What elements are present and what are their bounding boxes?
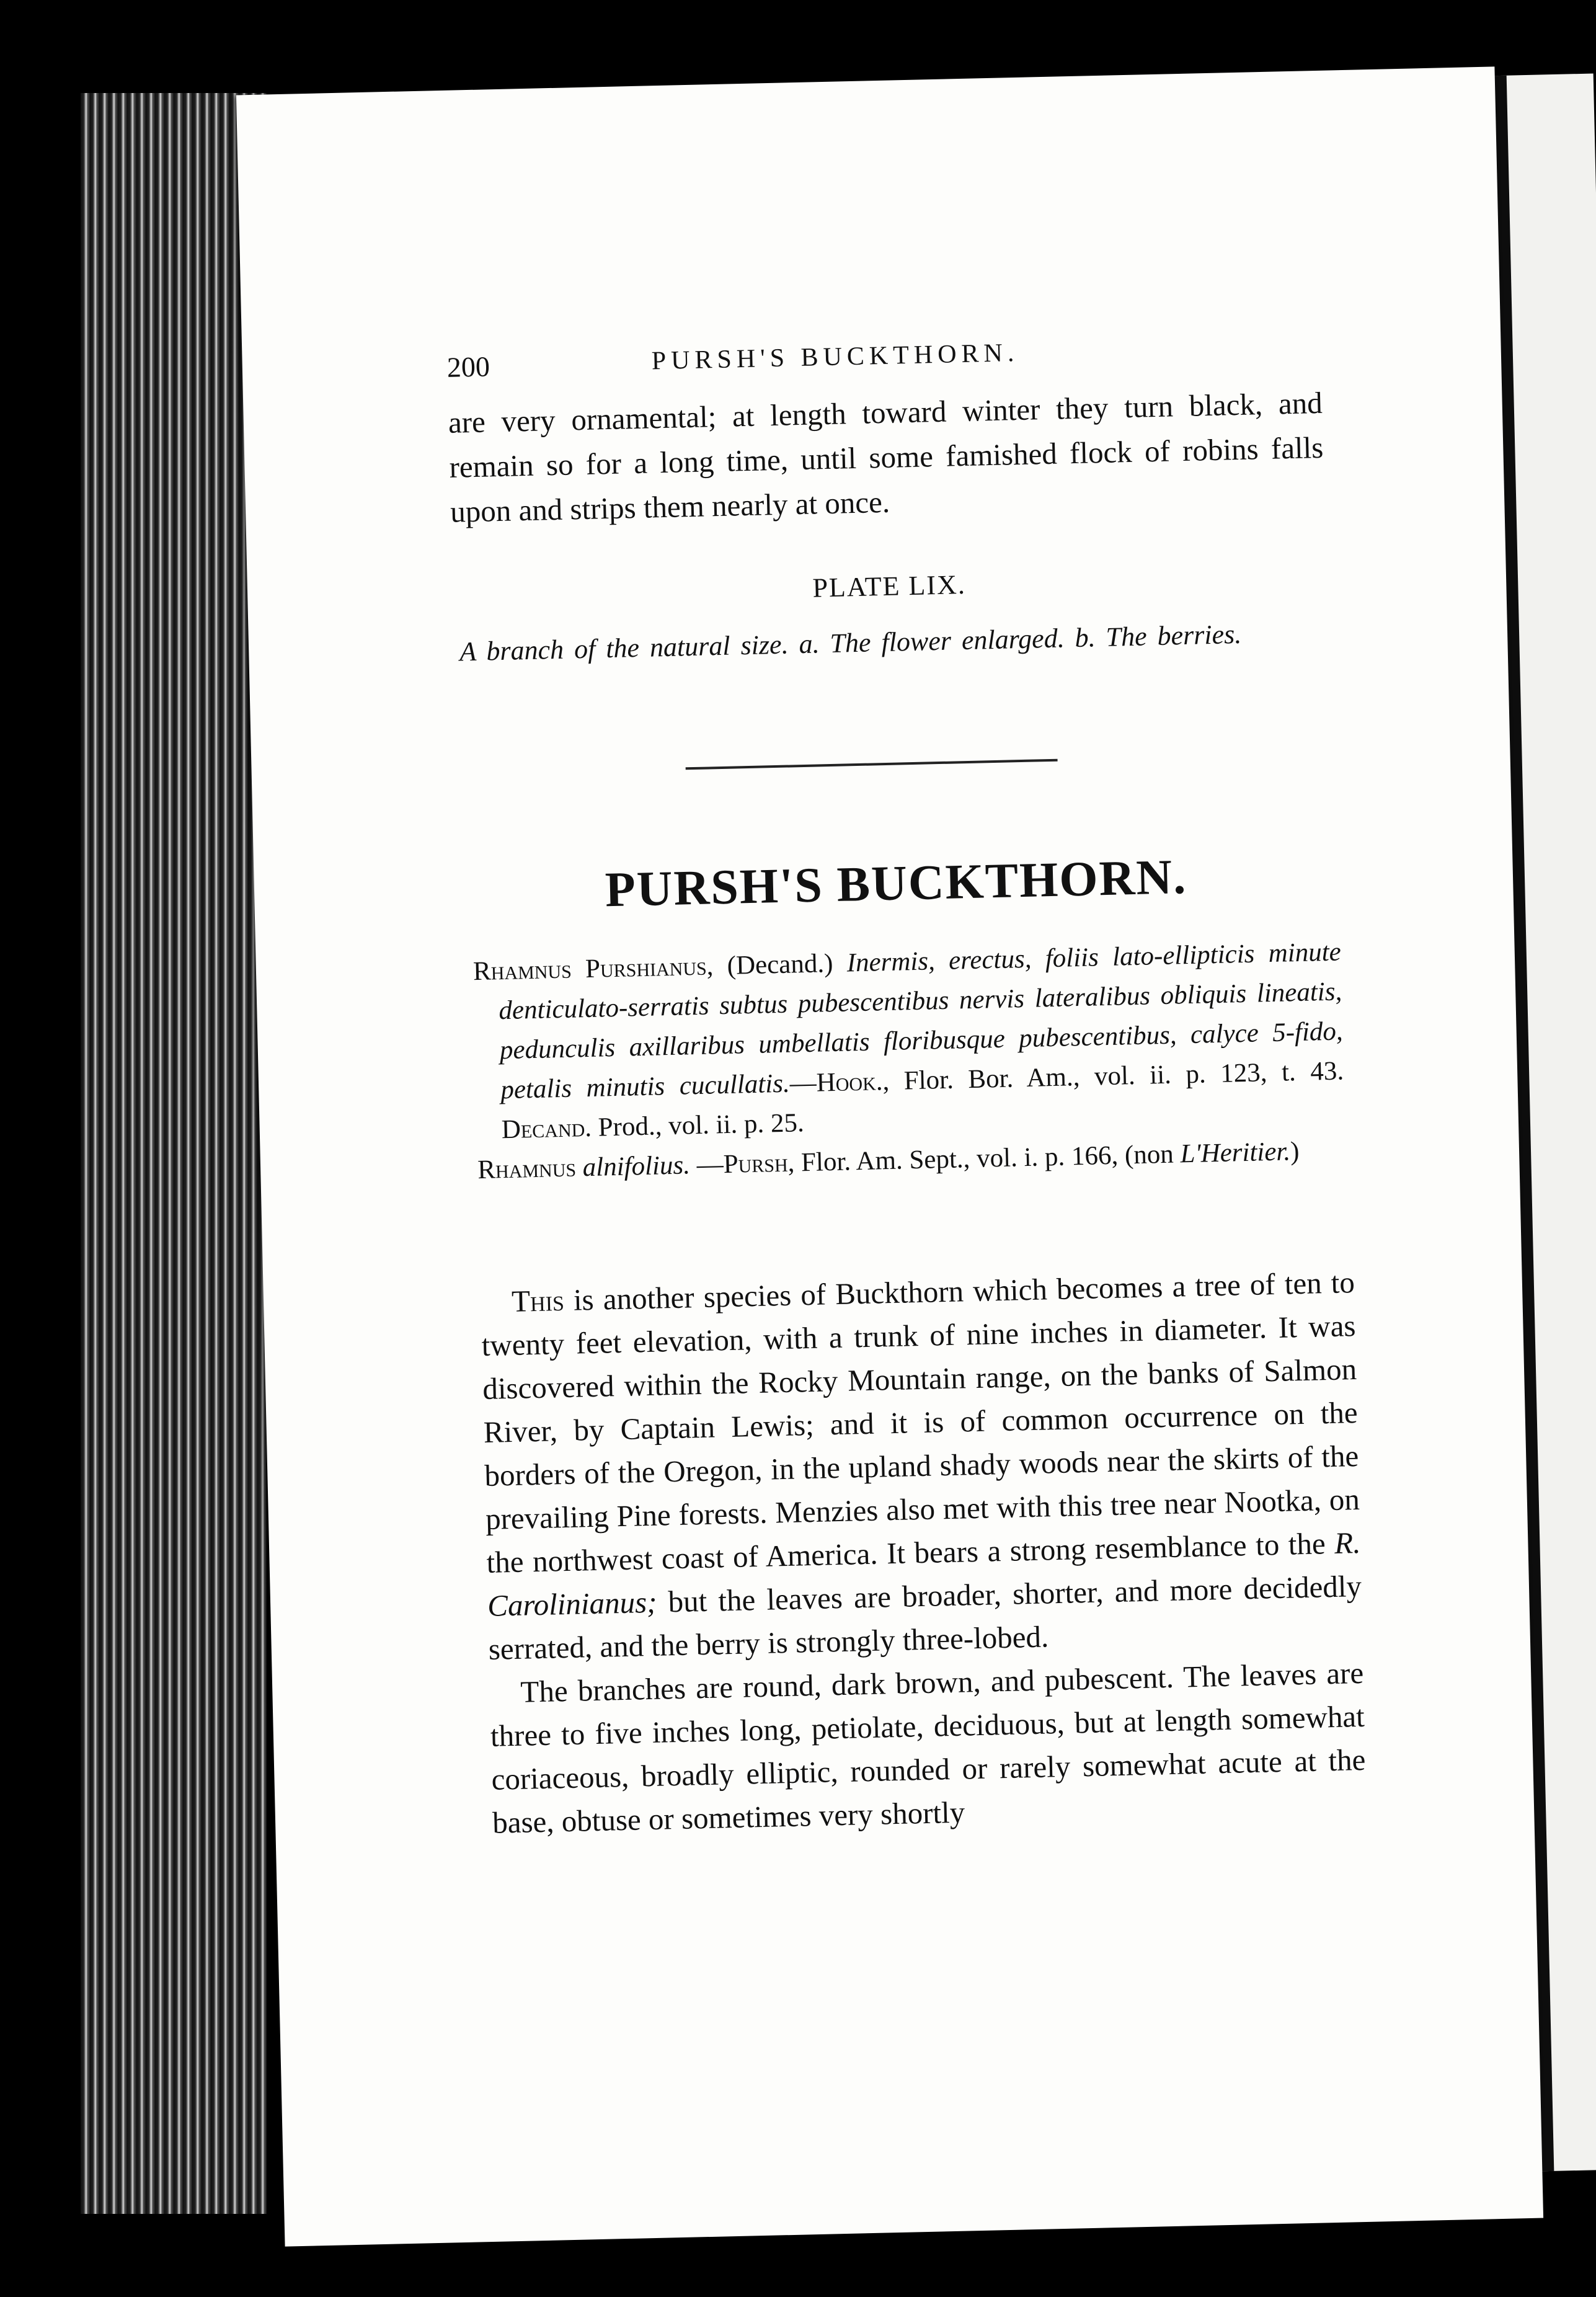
page-header: [446, 330, 1365, 388]
paragraph-italic-name: R. Carolinianus;: [487, 1525, 1361, 1623]
section-title: PURSH'S BUCKTHORN.: [604, 850, 1188, 918]
reference-author: Decand.: [501, 1113, 592, 1145]
species-name: Rhamnus: [477, 1153, 577, 1185]
paragraph-text: is another species of Buckthorn which becomes a tree of ten to twenty feet elevation, with a trunk of nine inches in diameter. It was discovered within the Rocky Mountain range, on the banks of Salmon River, by Captain Lewis; and it is of common occurrence on the borders of the Oregon, in the upland shady woods near the skirts of the prevailing Pine forests. Menzies also met with this tree near Nootka, on the northwest coast of America. It bears a strong resemblance to the: [481, 1265, 1360, 1579]
reference-close: ): [1290, 1137, 1300, 1166]
species-name: Rhamnus Purshianus,: [472, 951, 714, 987]
reference-citation: Flor. Bor. Am., vol. ii. p. 123, t. 43.: [889, 1056, 1344, 1096]
plate-caption: A branch of the natural size. a. The flower enlarged. b. The berries.: [459, 618, 1242, 667]
reference-citation: Prod., vol. ii. p. 25.: [591, 1108, 805, 1142]
body-paragraph: The branches are round, dark brown, and pubescent. The leaves are three to five inches long, petiolate, deciduous, but at length somewhat coriaceous, broadly elliptic, rounded or rarely somewhat acute at the base, obtuse or sometimes very shortly: [490, 1655, 1366, 1840]
species-authority: (Decand.): [712, 948, 848, 981]
reference-author: —Hook.,: [789, 1066, 890, 1098]
page-number: 200: [446, 350, 490, 383]
book-page-edges: [81, 93, 267, 2214]
reference-author-italic: L'Heritier.: [1179, 1137, 1291, 1169]
species-epithet: alnifolius.: [575, 1150, 691, 1183]
running-head: PURSH'S BUCKTHORN.: [651, 338, 1019, 376]
body-paragraph: [480, 1261, 1363, 1671]
plate-title: PLATE LIX.: [812, 569, 967, 603]
continuation-paragraph: are very ornamental; at length toward winter they turn black, and remain so for a long time, until some famished flock of robins falls upon and strips them nearly at once.: [448, 385, 1324, 529]
paragraph-text: but the leaves are broader, shorter, and more decidedly serrated, and the berry is strongly three-lobed.: [488, 1568, 1362, 1666]
reference-author: —Pursh,: [689, 1148, 795, 1180]
latin-description: Inermis, erectus, foliis lato-ellipticis minute denticulato-serratis subtus pubescentibus nervis lateralibus obliquis lineatis, pedunculis axillaribus umbellatis floribusque pubescentibus, calyce 5-fido, petalis minutis cucullatis.: [498, 937, 1344, 1105]
book-page: [236, 66, 1543, 2246]
synonymy-block: [472, 932, 1346, 1190]
synonym-entry: [472, 932, 1345, 1150]
section-divider-rule: [686, 759, 1058, 770]
paragraph-lead-word: This: [511, 1282, 565, 1318]
reference-citation: Flor. Am. Sept., vol. i. p. 166, (non: [794, 1139, 1181, 1178]
body-text: [480, 1261, 1367, 1845]
